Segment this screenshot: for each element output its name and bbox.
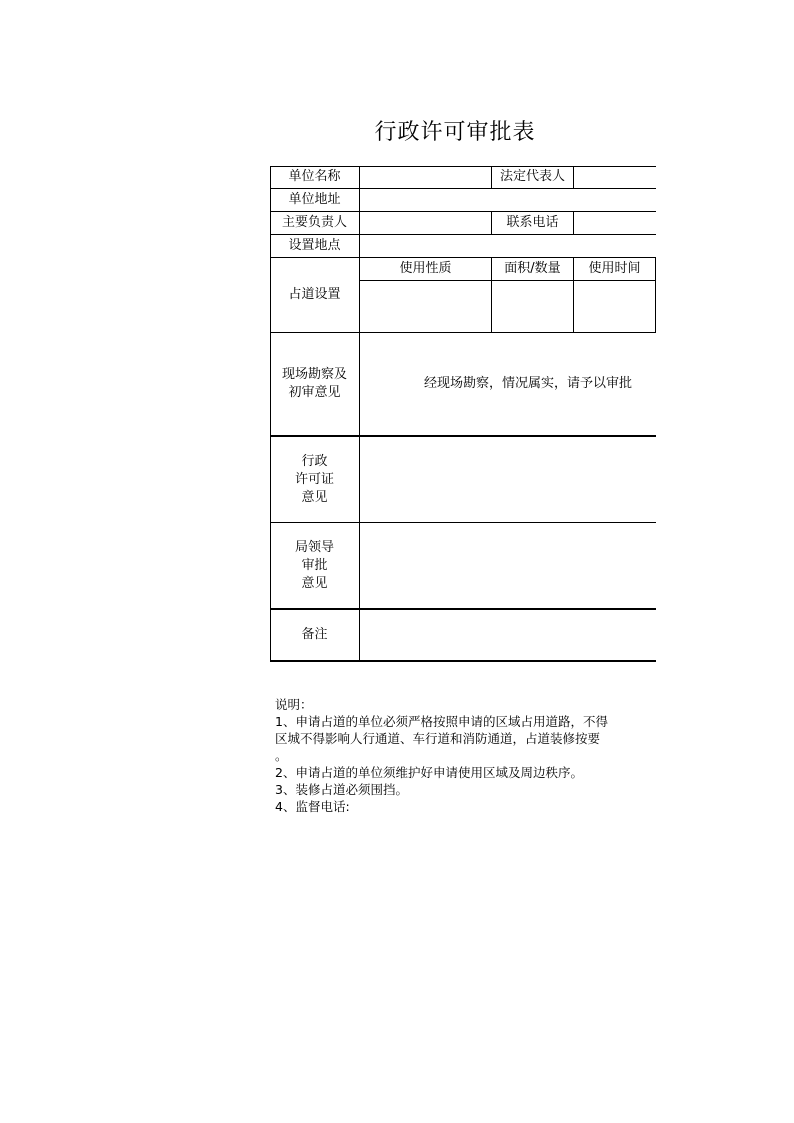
survey-label-line2: 初审意见	[288, 385, 341, 400]
unit-name-label: 单位名称	[270, 166, 360, 189]
location-field[interactable]	[360, 235, 656, 258]
leader-label	[270, 523, 360, 610]
permit-label-line2: 许可证	[294, 471, 334, 487]
permit-label-line1: 行政	[301, 453, 328, 469]
leader-label-line1: 局领导	[294, 539, 334, 555]
leader-opinion-field[interactable]	[360, 523, 656, 610]
location-label: 设置地点	[270, 235, 360, 258]
time-field[interactable]	[574, 281, 656, 333]
col-usage-header: 使用性质	[360, 258, 492, 281]
survey-label	[270, 333, 360, 437]
col-area-header: 面积/数量	[492, 258, 574, 281]
remarks-label: 备注	[270, 610, 360, 662]
legal-rep-label: 法定代表人	[492, 166, 574, 189]
area-field[interactable]	[492, 281, 574, 333]
notes-line-2: 区城不得影响人行通道、车行道和消防通道，占道装修按要	[275, 731, 601, 746]
contact-phone-field[interactable]	[574, 212, 656, 235]
contact-phone-label: 联系电话	[492, 212, 574, 235]
notes-line-4: 2、申请占道的单位须维护好申请使用区域及周边秩序。	[275, 765, 583, 780]
legal-rep-field[interactable]	[574, 166, 656, 189]
permit-label	[270, 437, 360, 523]
survey-opinion-text: 经现场勘察，情况属实，请予以审批	[424, 376, 633, 391]
remarks-field[interactable]	[360, 610, 656, 662]
col-time-header: 使用时间	[574, 258, 656, 281]
notes-heading: 说明：	[275, 697, 313, 712]
permit-label-line3: 意见	[301, 489, 328, 505]
unit-address-field[interactable]	[360, 189, 656, 212]
usage-field[interactable]	[360, 281, 492, 333]
notes-line-3: 。	[275, 748, 288, 763]
leader-label-line2: 审批	[301, 557, 328, 573]
unit-address-label: 单位地址	[270, 189, 360, 212]
notes-line-5: 3、装修占道必须围挡。	[275, 782, 408, 797]
notes-line-1: 1、申请占道的单位必须严格按照申请的区域占用道路，不得	[275, 714, 608, 729]
notes-section	[275, 696, 665, 815]
leader-label-line3: 意见	[301, 575, 328, 591]
survey-opinion-field[interactable]	[360, 333, 656, 437]
permit-opinion-field[interactable]	[360, 437, 656, 523]
notes-line-6: 4、监督电话:	[275, 799, 350, 814]
approval-form	[270, 166, 656, 662]
occupation-label: 占道设置	[270, 258, 360, 333]
survey-label-line1: 现场勘察及	[281, 367, 347, 382]
unit-name-field[interactable]	[360, 166, 492, 189]
main-person-field[interactable]	[360, 212, 492, 235]
page-title: 行政许可审批表	[374, 120, 536, 145]
main-person-label: 主要负责人	[270, 212, 360, 235]
